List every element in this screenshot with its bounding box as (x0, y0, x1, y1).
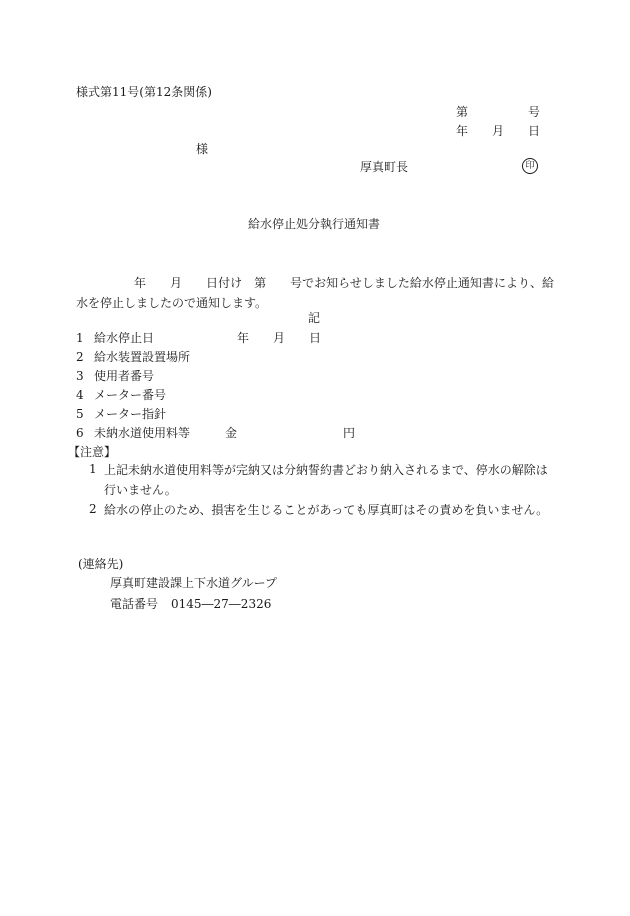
item-number: 4 (76, 388, 84, 402)
note-number: 1 (89, 462, 97, 476)
item-amount-prefix: 金 (225, 426, 238, 440)
doc-no-suffix: 号 (528, 105, 541, 119)
item-label: 給水装置設置場所 (94, 350, 191, 364)
notes-heading: 【注意】 (68, 445, 117, 459)
item-number: 5 (76, 407, 84, 421)
item-date-blank: 年 月 日 (237, 331, 322, 345)
item-label: 給水停止日 (94, 331, 155, 345)
doc-no-prefix: 第 (456, 105, 469, 119)
date-day: 日 (528, 124, 541, 138)
item-amount-suffix: 円 (343, 426, 356, 440)
date-month: 月 (492, 124, 505, 138)
item-number: 1 (76, 331, 84, 345)
document-title: 給水停止処分執行通知書 (248, 217, 381, 231)
item-number: 6 (76, 426, 84, 440)
note-number: 2 (89, 502, 97, 516)
note-text-content: 給水の停止のため、損害を生じることがあっても厚真町はその責めを負いません。 (104, 503, 549, 517)
item-label: メーター指針 (94, 407, 167, 421)
note-text-content: 上記未納水道使用料等が完納又は分納誓約書どおり納入されるまで、停水の解除は行いません。 (104, 463, 548, 497)
note-text (104, 500, 554, 520)
item-label: メーター番号 (94, 388, 167, 402)
seal-mark: 印 (522, 158, 538, 174)
item-number: 2 (76, 350, 84, 364)
body-paragraph: 年 月 日付け 第 号でお知らせしました給水停止通知書により、給水を停止しましたので通知します。 (76, 276, 554, 310)
addressee-suffix: 様 (196, 142, 209, 156)
item-label: 使用者番号 (94, 369, 155, 383)
note-text (104, 460, 554, 500)
contact-phone-label: 電話番号 (110, 597, 159, 611)
form-number: 様式第11号(第12条関係) (76, 85, 212, 99)
contact-department: 厚真町建設課上下水道グループ (110, 576, 278, 590)
contact-heading: (連絡先) (78, 557, 124, 571)
item-label: 未納水道使用料等 (94, 426, 191, 440)
contact-phone: 0145―27―2326 (171, 597, 272, 611)
item-number: 3 (76, 369, 84, 383)
date-year: 年 (456, 124, 469, 138)
issuer: 厚真町長 (360, 160, 409, 174)
ki-mark: 記 (308, 311, 321, 325)
